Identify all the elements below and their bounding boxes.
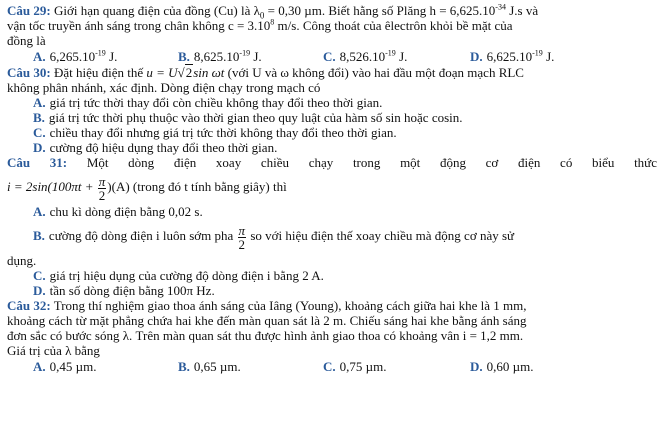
q31-fraction <box>98 175 107 202</box>
option-text: chiều thay đổi nhưng giá trị tức thời không thay đổi theo thời gian. <box>49 125 397 140</box>
option-label: A. <box>33 49 46 64</box>
q31-option-d[interactable] <box>7 283 657 298</box>
q30-option-d[interactable] <box>7 140 657 155</box>
q30-option-a[interactable] <box>7 95 657 110</box>
option-value: 6,265.10 <box>49 49 96 64</box>
fraction-numerator: π <box>98 173 106 189</box>
q31-formula-a: i = 2sin(100πt + <box>7 179 97 194</box>
q31-option-b[interactable] <box>7 219 657 253</box>
q32-options <box>7 359 657 374</box>
fraction-denominator: 2 <box>238 236 246 252</box>
q31-formula-line <box>7 170 657 204</box>
option-unit: J. <box>542 49 555 64</box>
option-unit: J. <box>395 49 408 64</box>
q30-formula-root: 2 <box>185 65 193 80</box>
q32-option-c[interactable] <box>323 359 470 374</box>
q29-option-d[interactable] <box>470 49 554 64</box>
question-31 <box>7 155 657 298</box>
q32-line-3: đơn sắc có bước sóng λ. Trên màn quan sát thu được hình ảnh giao thoa có khoảng vân i = 1,2 mm. <box>7 328 524 343</box>
q32-line-2: khoảng cách từ mặt phẳng chứa hai khe đến màn quan sát là 2 m. Chiếu sáng hai khe bằng ánh sáng <box>7 313 527 328</box>
option-label: A. <box>33 95 46 110</box>
q31-number: Câu 31: <box>7 155 68 170</box>
option-label: A. <box>33 204 46 219</box>
option-label: A. <box>33 359 46 374</box>
q29-line-3: đồng là <box>7 33 46 48</box>
option-text: chu kì dòng điện bằng 0,02 s. <box>49 204 203 219</box>
q30-option-c[interactable] <box>7 125 657 140</box>
q30-option-b[interactable] <box>7 110 657 125</box>
q30-formula-u: u = U <box>146 65 178 80</box>
option-value: 6,625.10 <box>486 49 533 64</box>
q29-option-a[interactable] <box>33 49 178 64</box>
q32-option-d[interactable] <box>470 359 534 374</box>
option-label: D. <box>33 283 46 298</box>
q31-formula-b: )(A) (trong đó t tính bằng giây) thì <box>107 179 287 194</box>
option-unit: J. <box>250 49 262 64</box>
option-unit: J. <box>105 49 118 64</box>
q29-text-1a: Giới hạn quang điện của đồng (Cu) là λ <box>53 3 260 18</box>
q29-text-2b: m/s. Công thoát của êlectrôn khỏi bề mặt của <box>274 18 513 33</box>
q29-text-1c: J.s và <box>505 3 539 18</box>
option-value: 8,625.10 <box>193 49 240 64</box>
option-label: D. <box>33 140 46 155</box>
q31-option-c[interactable] <box>7 268 657 283</box>
q32-text-1: Trong thí nghiệm giao thoa ánh sáng của Iâng (Young), khoảng cách giữa hai khe là 1 mm, <box>53 298 527 313</box>
q31-line-1 <box>7 155 657 170</box>
question-32 <box>7 298 657 374</box>
option-text: cường độ dòng điện i luôn sớm pha <box>48 228 237 243</box>
option-label: B. <box>178 49 190 64</box>
q31-option-b-fraction <box>238 224 247 251</box>
option-text: 0,60 µm. <box>486 359 534 374</box>
q30-line-1: Câu 30: Đặt hiệu điện thế u = U√2sin ωt (với U và ω không đổi) vào hai đầu một đoạn mạch RLC <box>7 65 524 80</box>
q30-text-1a: Đặt hiệu điện thế <box>53 65 147 80</box>
option-label: D. <box>470 359 483 374</box>
option-text: cường độ hiệu dụng thay đổi theo thời gian. <box>49 140 278 155</box>
q29-text-2a: vận tốc truyền ánh sáng trong chân không c = 3.10 <box>7 18 271 33</box>
q29-line-1 <box>7 2 657 21</box>
fraction-numerator: π <box>238 222 246 238</box>
option-label: C. <box>33 268 46 283</box>
option-label: B. <box>33 228 45 243</box>
q29-sup-1: -34 <box>495 2 506 12</box>
q29-option-c[interactable] <box>323 49 470 64</box>
q30-line-2: không phân nhánh, xác định. Dòng điện chạy trong mạch có <box>7 80 321 95</box>
option-text: 0,45 µm. <box>49 359 97 374</box>
q30-formula-rest: sin ωt <box>193 65 225 80</box>
q29-number: Câu 29: <box>7 3 51 18</box>
question-29 <box>7 3 657 64</box>
fraction-denominator: 2 <box>98 187 106 203</box>
q29-sup-2: 8 <box>270 17 275 27</box>
option-text: giá trị tức thời phụ thuộc vào thời gian theo quy luật của hàm số sin hoặc cosin. <box>48 110 463 125</box>
q32-line-4: Giá trị của λ bằng <box>7 343 100 358</box>
q31-text-1: Một dòng điện xoay chiều chạy trong một động cơ điện có biểu thức <box>86 155 657 170</box>
option-text: giá trị tức thời thay đổi còn chiều không thay đổi theo thời gian. <box>49 95 383 110</box>
q32-line-1 <box>7 298 657 313</box>
option-sup: -19 <box>95 48 106 58</box>
option-label: B. <box>178 359 190 374</box>
option-sup: -19 <box>532 48 543 58</box>
q30-text-1b: (với U và ω không đổi) vào hai đầu một đoạn mạch RLC <box>224 65 524 80</box>
question-30 <box>7 65 657 155</box>
option-value: 8,526.10 <box>339 49 386 64</box>
q32-option-a[interactable] <box>33 359 178 374</box>
option-label: C. <box>323 359 336 374</box>
option-text: 0,75 µm. <box>339 359 387 374</box>
q29-sub: 0 <box>259 10 265 21</box>
option-label: C. <box>323 49 336 64</box>
q29-options <box>7 49 657 64</box>
option-sup: -19 <box>385 48 396 58</box>
option-text: 0,65 µm. <box>193 359 241 374</box>
q29-option-b[interactable] <box>178 49 323 64</box>
q32-option-b[interactable] <box>178 359 323 374</box>
q29-text-1b: = 0,30 µm. Biết hằng số Plăng h = 6,625.10 <box>264 3 496 18</box>
option-text: tần số dòng điện bằng 100π Hz. <box>49 283 215 298</box>
q30-number: Câu 30: <box>7 65 51 80</box>
option-label: B. <box>33 110 45 125</box>
q29-line-2 <box>7 18 657 33</box>
q31-option-a[interactable] <box>7 204 657 219</box>
q31-option-b-wrap: dụng. <box>7 253 37 268</box>
option-text: giá trị hiệu dụng của cường độ dòng điện i bằng 2 A. <box>49 268 324 283</box>
option-text-cont: so với hiệu điện thế xoay chiều mà động cơ này sử <box>247 228 515 243</box>
q32-number: Câu 32: <box>7 298 51 313</box>
option-label: D. <box>470 49 483 64</box>
option-sup: -19 <box>239 48 251 58</box>
option-label: C. <box>33 125 46 140</box>
